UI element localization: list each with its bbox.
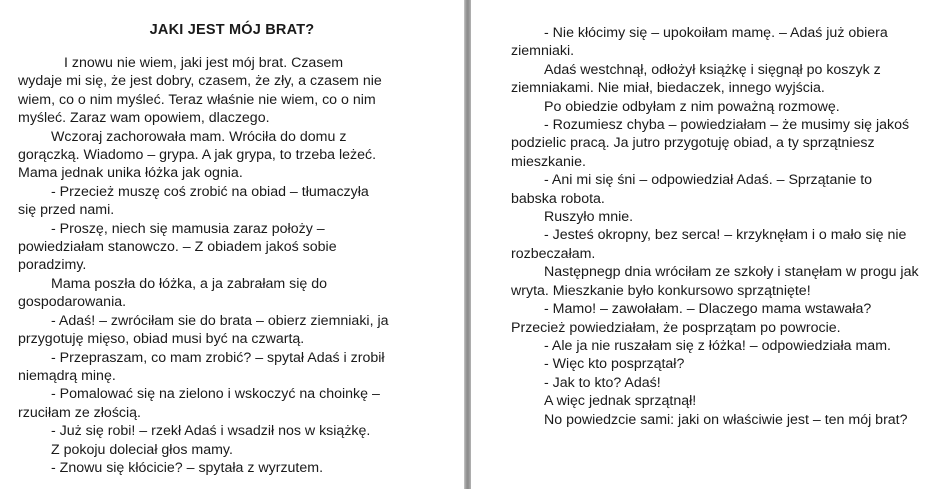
paragraph: - Adaś! – zwróciłam sie do brata – obierz ziemniaki, ja przygotuję mięso, obiad musi być na czwartą.: [18, 312, 389, 348]
document-title: JAKI JEST MÓJ BRAT?: [149, 22, 315, 38]
paragraph: I znowu nie wiem, jaki jest mój brat. Czasem wydaje mi się, że jest dobry, czasem, że zły, a czasem nie wiem, co o nim myśleć. Teraz właśnie nie wiem, co o nim myśleć. Zaraz wam opowiem, dlaczego.: [18, 55, 382, 127]
right-page-text: [511, 24, 921, 429]
left-page: [0, 0, 464, 489]
paragraph: - Proszę, niech się mamusia zaraz położy – powiedziałam stanowczo. – Z obiadem jakoś sobie poradzimy.: [18, 220, 337, 274]
paragraph: A więc jednak sprzątnął!: [544, 393, 697, 410]
paragraph: - Już się robi! – rzekł Adaś i wsadził nos w książkę.: [51, 423, 371, 440]
paragraph: Następnegp dnia wróciłam ze szkoły i stanęłam w progu jak wryta. Mieszkanie było konkursowo sprzątnięte!: [511, 264, 919, 299]
paragraph: No powiedzcie sami: jaki on właściwie jest – ten mój brat?: [544, 411, 908, 428]
paragraph: - Nie kłócimy się – upokoiłam mamę. – Adaś już obiera ziemniaki.: [511, 25, 888, 60]
paragraph: - Pomalować się na zielono i wskoczyć na choinkę – rzuciłam ze złością.: [18, 386, 380, 421]
paragraph: - Ani mi się śni – odpowiedział Adaś. – Sprzątanie to babska robota.: [511, 172, 873, 207]
right-page: [471, 0, 940, 489]
paragraph: Z pokoju doleciał głos mamy.: [51, 441, 233, 458]
paragraph: - Przepraszam, co mam zrobić? – spytał Adaś i zrobił niemądrą minę.: [18, 349, 385, 384]
paragraph: Po obiedzie odbyłam z nim poważną rozmowę.: [544, 98, 840, 115]
paragraph: - Mamo! – zawołałam. – Dlaczego mama wstawała? Przecież powiedziałam, że posprzątam po powrocie.: [511, 301, 872, 336]
paragraph: - Jesteś okropny, bez serca! – krzyknęłam i o mało się nie rozbeczałam.: [511, 227, 907, 262]
page-separator: [464, 0, 471, 489]
paragraph: Ruszyło mnie.: [544, 209, 634, 226]
paragraph: Wczoraj zachorowała mam. Wróciła do domu z gorączką. Wiadomo – grypa. A jak grypa, to trzeba leżeć. Mama jednak unika łóżka jak ognia.: [18, 128, 377, 182]
paragraph: Mama poszła do łóżka, a ja zabrałam się do gospodarowania.: [18, 275, 328, 311]
paragraph: - Jak to kto? Adaś!: [544, 374, 661, 391]
paragraph: - Znowu się kłócicie? – spytała z wyrzutem.: [51, 459, 324, 476]
left-page-text: [18, 54, 390, 477]
paragraph: - Rozumiesz chyba – powiedziałam – że musimy się jakoś podzielic pracą. Ja jutro przygotuję obiad, a ty sprzątniesz mieszkanie.: [511, 117, 910, 170]
paragraph: - Więc kto posprzątał?: [544, 356, 685, 373]
paragraph: - Ale ja nie ruszałam się z łóżka! – odpowiedziała mam.: [544, 337, 891, 354]
paragraph: - Przecież muszę coś zrobić na obiad – tłumaczyła się przed nami.: [18, 183, 369, 219]
paragraph: Adaś westchnął, odłożył książkę i sięgnął po koszyk z ziemniakami. Nie miał, biedaczek, innego wyjścia.: [511, 61, 881, 97]
